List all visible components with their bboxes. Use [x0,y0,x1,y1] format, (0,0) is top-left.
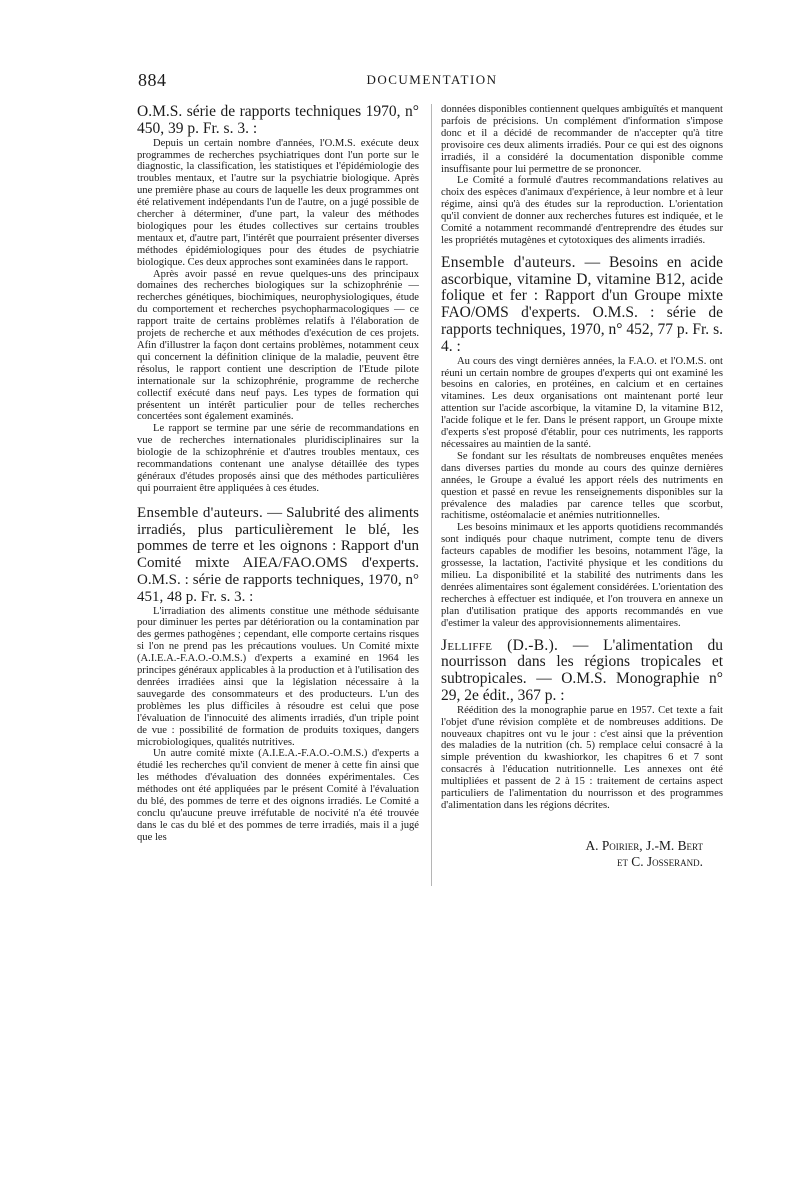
left-column [137,104,419,1184]
entry-author: Ensemble d'auteurs. [441,253,576,271]
entry-title: — Salubrité des aliments irradiés, plus particulièrement le blé, les pommes de terre et les oignons : Rapport d'un Comité mixte AIEA/FAO.OMS d'experts. O.M.S. : série de rapports techniques, 1970, n° 451, 48 p. Fr. s. 3. : [137,504,419,605]
signature-line: A. Poirier, J.-M. Bert [585,837,703,853]
entry-besoins-acide-ascorbique [441,255,723,630]
entry-paragraph: Le Comité a formulé d'autres recommandations relatives au choix des espèces d'animaux d'expérience, à leur nombre et à leur régime, ainsi qu'à des études sur la reproduction. L'orientation qu'il convient de donner aux recherches futures est indiquée, et le Comité a notamment recommandé d'entreprendre des études sur les propriétés mutagènes et cytotoxiques des aliments irradiés. [441,175,723,246]
entry-jelliffe [441,638,723,812]
entry-paragraph: Les besoins minimaux et les apports quotidiens recommandés sont indiqués pour chaque nutriment, compte tenu de divers facteurs capables de modifier les besoins, notamment l'âge, la grossesse, la lactation, l'activité physique et les conditions du milieu. La disponibilité et la stabilité des nutriments dans les denrées alimentaires sont également considérées. L'orientation des recherches à effectuer est indiquée, et l'on trouvera en annexe un plan d'utilisation pratique des apports recommandés en vue d'estimer la valeur des approvisionnements alimentaires. [441,522,723,629]
entry-paragraph: Après avoir passé en revue quelques-uns des principaux domaines des recherches biologiques sur la schizophrénie — recherches génétiques, biochimiques, neurophysiologiques, étude du comportement et recherches psychopharmacologiques — ce rapport traite de certains problèmes relatifs à l'élaboration de projets de recherche et aux méthodes d'exécution de ces projets. Afin d'illustrer la façon dont certains problèmes, notamment ceux qui concernent la définition clinique de la maladie, peuvent être résolus, le rapport contient une description de l'Etude pilote internationale sur la schizophrénie, programme de recherche collectif exécuté dans neuf pays. Les types de formation qui présentent un intérêt particulier pour de telles recherches concertées sont également examinés. [137,268,419,423]
entry-aliments-irradies-continued [441,104,723,247]
entry-paragraph: Depuis un certain nombre d'années, l'O.M.S. exécute deux programmes de recherches psychiatriques dont l'un porte sur le diagnostic, la classification, les statistiques et l'épidémiologie des troubles mentaux, et l'autre sur la psychiatrie biologique. Après une première phase au cours de laquelle les deux programmes ont été relativement indépendants l'un de l'autre, on a jugé possible de chercher à déterminer, d'une part, la valeur des méthodes biologiques pour les études collectives sur certains troubles mentaux et, d'autre part, l'intérêt que pourraient présenter diverses méthodes épidémiologiques pour des études de psychiatrie biologique. Ces deux approches sont examinées dans le rapport. [137,137,419,268]
section-title: DOCUMENTATION [366,72,498,87]
entry-paragraph: L'irradiation des aliments constitue une méthode séduisante pour diminuer les pertes par détérioration ou la contamination par des germes pathogènes ; cependant, elle comporte certains risques si l'on ne prend pas les précautions voulues. Un Comité mixte (A.I.E.A.-F.A.O.-O.M.S.) d'experts a examiné en 1964 les principes généraux applicables à la production et à l'utilisation des denrées irradiées ainsi que la législation nécessaire à la sauvegarde des consommateurs et des producteurs. L'un des problèmes les plus difficiles à résoudre est celui que pose l'évaluation de l'innocuité des aliments irradiés, d'un triple point de vue : possibilité de formation de produits toxiques, dangers microbiologiques, qualités nutritives. [137,605,419,748]
entry-heading [441,255,723,356]
entry-title: — L'alimentation du nourrisson dans les régions tropicales et subtropicales. — O.M.S. Monographie n° 29, 2e édit., 367 p. : [441,636,723,704]
signature-line: et C. Josserand. [616,853,703,869]
entry-author: Ensemble d'auteurs. [137,504,264,521]
entry-paragraph: Le rapport se termine par une série de recommandations en vue de recherches internationales pluridisciplinaires sur la biologie de la schizophrénie et d'autres troubles mentaux, ces recommandations contenant une analyse détaillée des types généraux d'études proposés ainsi que des méthodes particulières qui pourraient être appliquées à ces études. [137,423,419,494]
entry-paragraph: Au cours des vingt dernières années, la F.A.O. et l'O.M.S. ont réuni un certain nombre de groupes d'experts qui ont examiné les besoins en calories, en protéines, en calcium et en certaines vitamines. Les deux organisations ont maintenant porté leur attention sur l'acide ascorbique, la vitamine D, la vitamine B12, l'acide folique et le fer. Dans le présent rapport, un Groupe mixte d'experts s'est proposé d'établir, pour ces nutriments, les rapports nécessaires au maintien de la santé. [441,355,723,450]
entry-heading: O.M.S. série de rapports techniques 1970, n° 450, 39 p. Fr. s. 3. : [137,104,419,137]
entry-paragraph: Se fondant sur les résultats de nombreuses enquêtes menées dans diverses parties du monde au cours des quinze dernières années, le Groupe a évalué les apport réels des nutriments en question et passé en revue les renseignements disponibles sur la prévalence des maladies par carence telles que scorbut, rachitisme, ostéomalacie et anémies nutritionnelles. [441,450,723,522]
page-number: 884 [138,70,167,90]
entry-heading [137,505,419,606]
entry-oms-450 [137,104,419,495]
right-column [441,104,723,1184]
entry-paragraph: Un autre comité mixte (A.I.E.A.-F.A.O.-O.M.S.) d'experts a étudié les recherches qu'il convient de mener à cette fin ainsi que les méthodes d'évaluation des données expérimentales. Ces méthodes ont été appliquées par le présent Comité à l'évaluation du blé, des pommes de terre et des oignons irradiés. Le Comité a conclu qu'aucune preuve irréfutable de nocivité n'a été trouvée dans le cas du blé et des pommes de terre irradiés, mais il a jugé que les [137,748,419,843]
entry-aliments-irradies [137,505,419,844]
signature [441,838,723,870]
entry-paragraph: Réédition des la monographie parue en 1957. Cet texte a fait l'objet d'une révision complète et de nombreuses additions. De nouveaux chapitres ont vu le jour : c'est ainsi que la prévention des maladies de la nutrition (ch. 5) remplace celui consacré à la simple prévention du kwashiorkor, les chapitres 6 et 7 sont consacrés à l'éducation nutritionnelle. Les annexes ont été multipliées et passent de 2 à 15 : traitement de certains aspect particuliers de l'alimentation du nourrisson et des programmes d'alimentation dans les régions décrites. [441,704,723,811]
entry-author: Jelliffe (D.-B.). [441,636,559,654]
running-head [138,70,726,90]
entry-title: — Besoins en acide ascorbique, vitamine D, vitamine B12, acide folique et fer : Rapport d'un Groupe mixte FAO/OMS d'experts. O.M.S. : série de rapports techniques, 1970, n° 452, 77 p. Fr. s. 4. : [441,253,723,355]
column-divider [431,104,432,886]
entry-paragraph: données disponibles contiennent quelques ambiguïtés et manquent parfois de précisions. Un complément d'information s'impose donc et il a décidé de recommander de n'accepter qu'à titre provisoire ces deux aliments irradiés. Pour ce qui est des oignons irradiés, il a considéré la documentation disponible comme insuffisante pour lui permettre de se prononcer. [441,104,723,175]
entry-heading [441,638,723,705]
